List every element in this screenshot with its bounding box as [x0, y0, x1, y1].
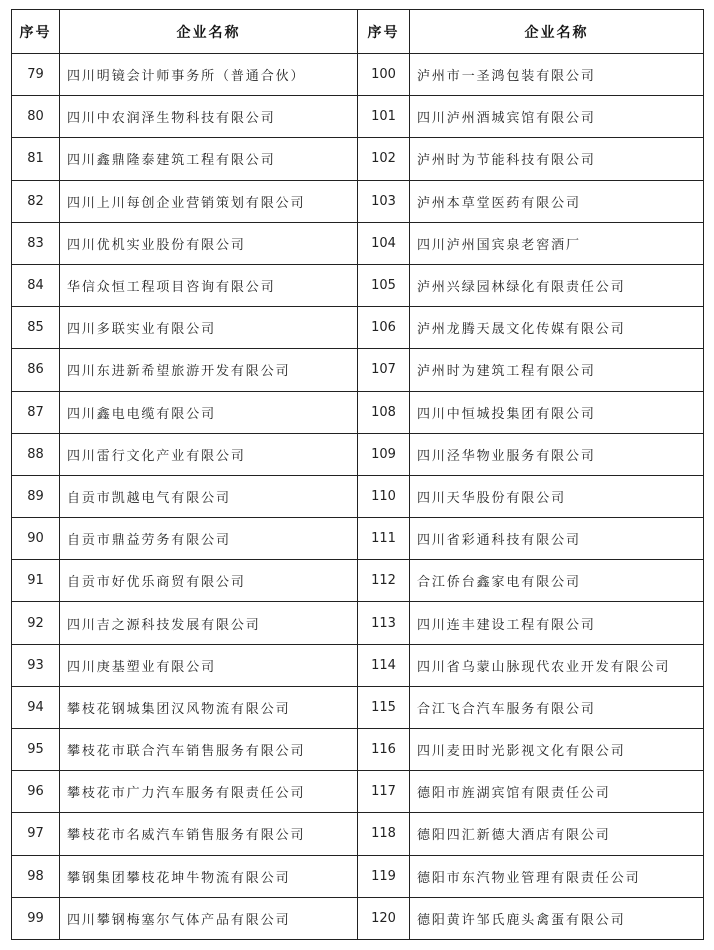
serial-number-right: 110	[358, 475, 410, 517]
company-name-left: 四川上川每创企业营销策划有限公司	[60, 180, 358, 222]
company-name-right: 四川泸州酒城宾馆有限公司	[410, 96, 704, 138]
serial-number-left: 80	[12, 96, 60, 138]
table-row	[12, 729, 704, 771]
company-name-right: 泸州时为节能科技有限公司	[410, 138, 704, 180]
company-name-left: 攀枝花市联合汽车销售服务有限公司	[60, 729, 358, 771]
company-name-left: 四川东进新希望旅游开发有限公司	[60, 349, 358, 391]
table-row	[12, 433, 704, 475]
table-row	[12, 391, 704, 433]
company-name-right: 四川省乌蒙山脉现代农业开发有限公司	[410, 644, 704, 686]
company-name-left: 华信众恒工程项目咨询有限公司	[60, 264, 358, 306]
company-name-right: 泸州市一圣鸿包装有限公司	[410, 54, 704, 96]
serial-number-right: 104	[358, 222, 410, 264]
company-name-right: 泸州龙腾天晟文化传媒有限公司	[410, 307, 704, 349]
company-name-right: 四川泸州国宾泉老窖酒厂	[410, 222, 704, 264]
table-row	[12, 644, 704, 686]
serial-number-left: 98	[12, 855, 60, 897]
serial-number-right: 105	[358, 264, 410, 306]
company-name-right: 合江侨台鑫家电有限公司	[410, 560, 704, 602]
serial-number-right: 114	[358, 644, 410, 686]
company-name-left: 自贡市鼎益劳务有限公司	[60, 518, 358, 560]
company-name-left: 攀枝花市名威汽车销售服务有限公司	[60, 813, 358, 855]
table-row	[12, 897, 704, 939]
serial-number-right: 118	[358, 813, 410, 855]
serial-number-right: 103	[358, 180, 410, 222]
table-row	[12, 54, 704, 96]
serial-number-left: 95	[12, 729, 60, 771]
table-row	[12, 307, 704, 349]
table-row	[12, 222, 704, 264]
serial-number-left: 79	[12, 54, 60, 96]
table-row	[12, 349, 704, 391]
table-row	[12, 813, 704, 855]
company-name-left: 攀枝花钢城集团汉风物流有限公司	[60, 686, 358, 728]
serial-number-left: 99	[12, 897, 60, 939]
company-name-left: 四川鑫鼎隆泰建筑工程有限公司	[60, 138, 358, 180]
serial-number-left: 87	[12, 391, 60, 433]
company-name-right: 泸州兴绿园林绿化有限责任公司	[410, 264, 704, 306]
serial-number-left: 96	[12, 771, 60, 813]
enterprise-list-table	[11, 9, 704, 940]
serial-number-left: 88	[12, 433, 60, 475]
company-name-right: 合江飞合汽车服务有限公司	[410, 686, 704, 728]
serial-number-left: 93	[12, 644, 60, 686]
header-company-name-left: 企业名称	[60, 10, 358, 54]
serial-number-right: 117	[358, 771, 410, 813]
header-company-name-right: 企业名称	[410, 10, 704, 54]
company-name-left: 自贡市好优乐商贸有限公司	[60, 560, 358, 602]
serial-number-left: 86	[12, 349, 60, 391]
company-name-left: 四川鑫电电缆有限公司	[60, 391, 358, 433]
company-name-right: 四川连丰建设工程有限公司	[410, 602, 704, 644]
table-row	[12, 771, 704, 813]
company-name-left: 四川庚基塑业有限公司	[60, 644, 358, 686]
company-name-right: 泸州本草堂医药有限公司	[410, 180, 704, 222]
serial-number-right: 112	[358, 560, 410, 602]
table-row	[12, 855, 704, 897]
serial-number-left: 85	[12, 307, 60, 349]
company-name-left: 攀枝花市广力汽车服务有限责任公司	[60, 771, 358, 813]
company-name-right: 四川泾华物业服务有限公司	[410, 433, 704, 475]
table-row	[12, 560, 704, 602]
header-serial-left: 序号	[12, 10, 60, 54]
serial-number-right: 115	[358, 686, 410, 728]
serial-number-left: 84	[12, 264, 60, 306]
serial-number-left: 94	[12, 686, 60, 728]
company-name-left: 四川雷行文化产业有限公司	[60, 433, 358, 475]
table-row	[12, 138, 704, 180]
company-name-right: 四川省彩通科技有限公司	[410, 518, 704, 560]
table-row	[12, 264, 704, 306]
serial-number-left: 81	[12, 138, 60, 180]
table-body	[12, 54, 704, 940]
serial-number-right: 119	[358, 855, 410, 897]
table-header-row	[12, 10, 704, 54]
company-name-left: 四川中农润泽生物科技有限公司	[60, 96, 358, 138]
table-row	[12, 180, 704, 222]
table-row	[12, 518, 704, 560]
serial-number-right: 100	[358, 54, 410, 96]
serial-number-left: 97	[12, 813, 60, 855]
company-name-right: 德阳市东汽物业管理有限责任公司	[410, 855, 704, 897]
table-row	[12, 96, 704, 138]
serial-number-right: 107	[358, 349, 410, 391]
company-name-left: 四川优机实业股份有限公司	[60, 222, 358, 264]
serial-number-right: 111	[358, 518, 410, 560]
table-row	[12, 686, 704, 728]
company-name-right: 四川中恒城投集团有限公司	[410, 391, 704, 433]
serial-number-right: 116	[358, 729, 410, 771]
serial-number-left: 83	[12, 222, 60, 264]
serial-number-right: 120	[358, 897, 410, 939]
table-row	[12, 475, 704, 517]
table-row	[12, 602, 704, 644]
company-name-left: 四川多联实业有限公司	[60, 307, 358, 349]
company-name-right: 德阳市旌湖宾馆有限责任公司	[410, 771, 704, 813]
serial-number-right: 102	[358, 138, 410, 180]
company-name-right: 四川麦田时光影视文化有限公司	[410, 729, 704, 771]
serial-number-right: 101	[358, 96, 410, 138]
serial-number-left: 91	[12, 560, 60, 602]
serial-number-left: 90	[12, 518, 60, 560]
company-name-right: 德阳黄许邹氏鹿头禽蛋有限公司	[410, 897, 704, 939]
company-name-right: 泸州时为建筑工程有限公司	[410, 349, 704, 391]
company-name-left: 四川明镜会计师事务所（普通合伙）	[60, 54, 358, 96]
company-name-right: 四川天华股份有限公司	[410, 475, 704, 517]
serial-number-right: 109	[358, 433, 410, 475]
header-serial-right: 序号	[358, 10, 410, 54]
serial-number-left: 82	[12, 180, 60, 222]
company-name-left: 四川攀钢梅塞尔气体产品有限公司	[60, 897, 358, 939]
company-name-left: 四川吉之源科技发展有限公司	[60, 602, 358, 644]
serial-number-right: 108	[358, 391, 410, 433]
serial-number-right: 113	[358, 602, 410, 644]
serial-number-right: 106	[358, 307, 410, 349]
serial-number-left: 89	[12, 475, 60, 517]
company-name-left: 自贡市凯越电气有限公司	[60, 475, 358, 517]
serial-number-left: 92	[12, 602, 60, 644]
company-name-right: 德阳四汇新德大酒店有限公司	[410, 813, 704, 855]
company-name-left: 攀钢集团攀枝花坤牛物流有限公司	[60, 855, 358, 897]
